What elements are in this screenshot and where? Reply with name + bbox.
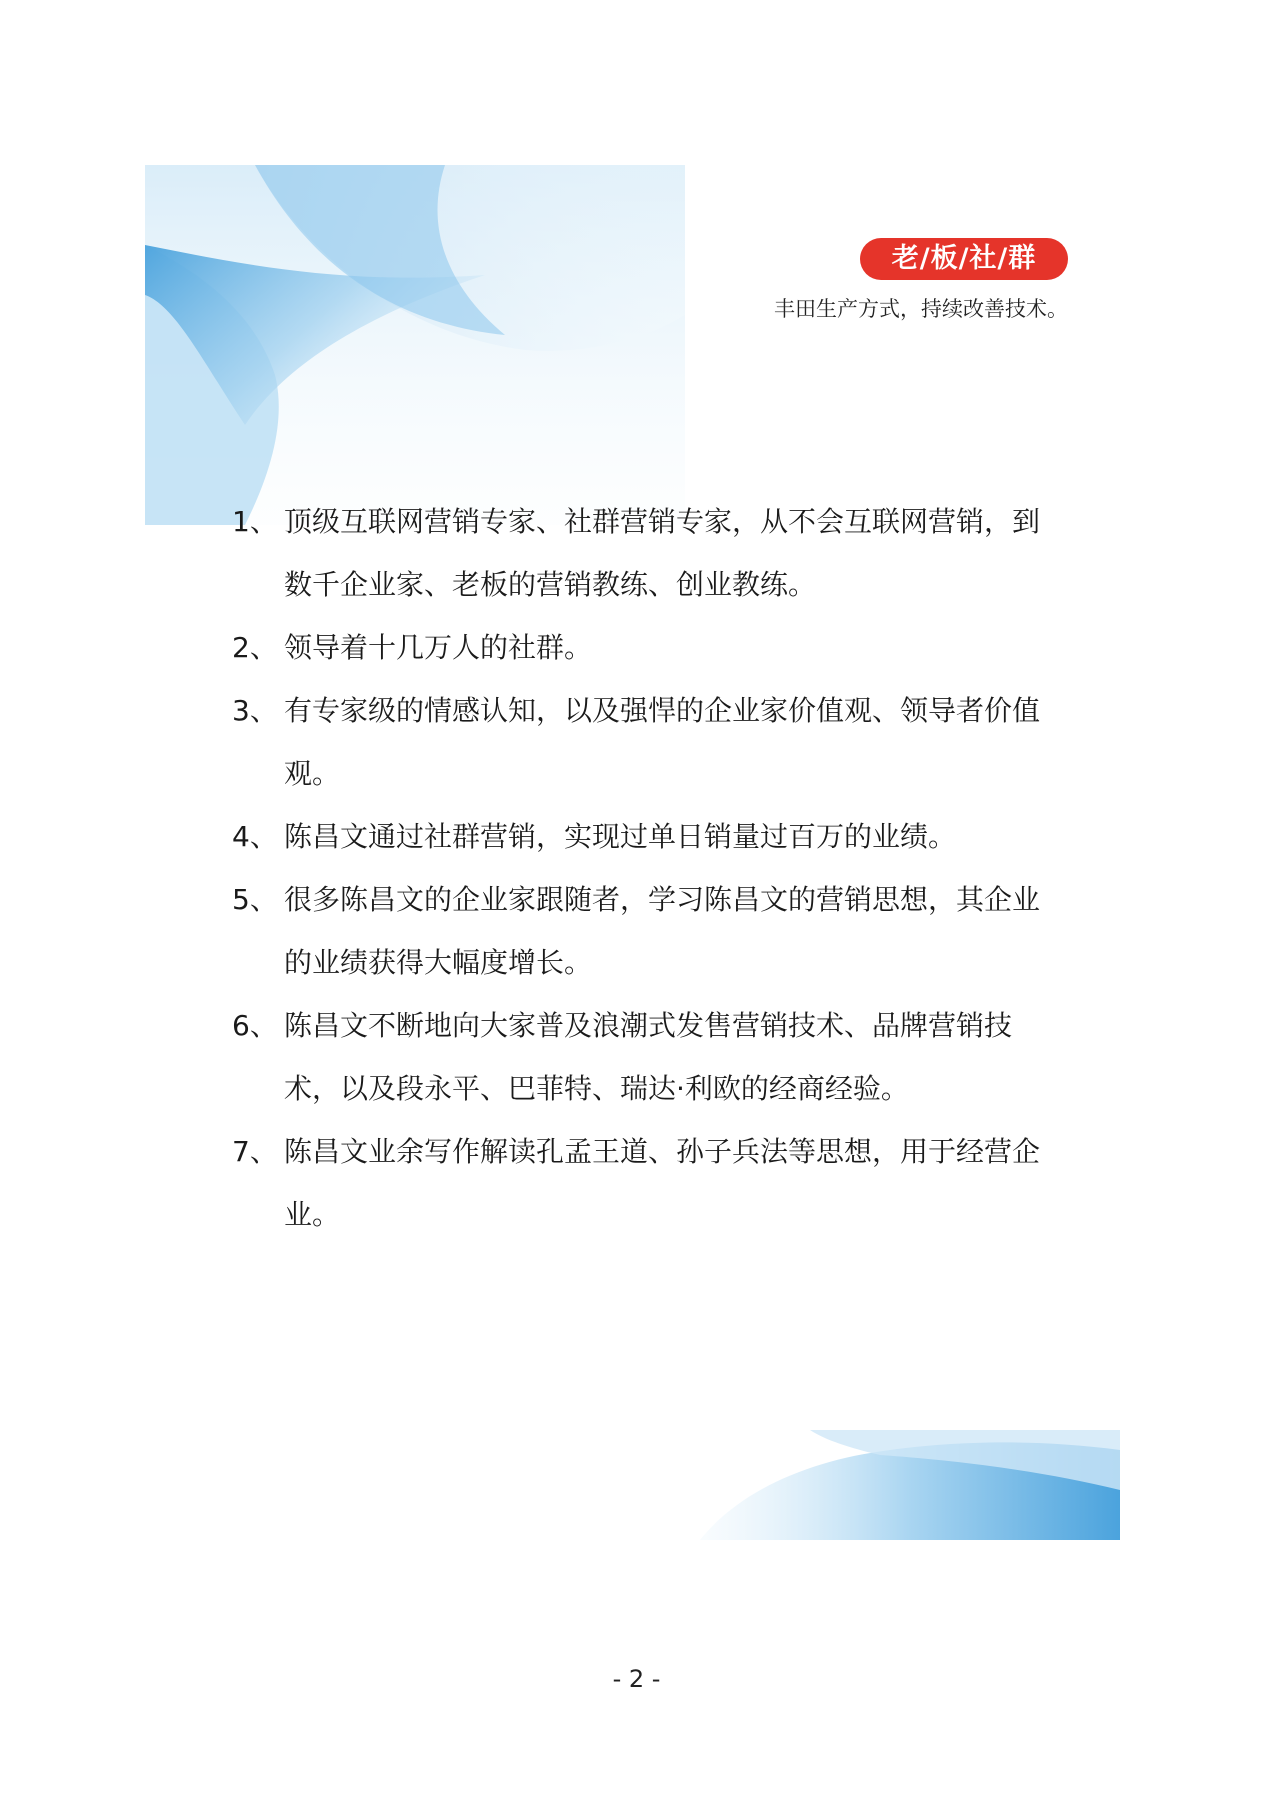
item-text: 很多陈昌文的企业家跟随者，学习陈昌文的营销思想，其企业的业绩获得大幅度增长。 [284,883,1041,979]
achievement-list [232,490,1062,1246]
list-item [232,994,1062,1120]
list-item [232,868,1062,994]
item-number: 1、 [232,505,278,538]
brand-badge: 老/板/社/群 [860,238,1068,280]
item-number: 6、 [232,1009,278,1042]
bottom-decoration [700,1430,1120,1540]
item-text: 陈昌文通过社群营销，实现过单日销量过百万的业绩。 [284,820,957,853]
item-number: 5、 [232,883,278,916]
top-decoration [145,165,705,525]
item-number: 4、 [232,820,278,853]
item-text: 有专家级的情感认知，以及强悍的企业家价值观、领导者价值观。 [284,694,1041,790]
list-item [232,679,1062,805]
tagline: 丰田生产方式，持续改善技术。 [774,297,1068,321]
list-item [232,616,1062,679]
item-text: 陈昌文不断地向大家普及浪潮式发售营销技术、品牌营销技术，以及段永平、巴菲特、瑞达·利欧的经商经验。 [284,1009,1013,1105]
list-item [232,490,1062,616]
item-number: 3、 [232,694,278,727]
list-item [232,1120,1062,1246]
list-item [232,805,1062,868]
item-number: 7、 [232,1135,278,1168]
item-number: 2、 [232,631,278,664]
item-text: 顶级互联网营销专家、社群营销专家，从不会互联网营销，到数千企业家、老板的营销教练、创业教练。 [284,505,1041,601]
item-text: 领导着十几万人的社群。 [284,631,593,664]
item-text: 陈昌文业余写作解读孔孟王道、孙子兵法等思想，用于经营企业。 [284,1135,1041,1231]
page-number: - 2 - [612,1665,661,1693]
